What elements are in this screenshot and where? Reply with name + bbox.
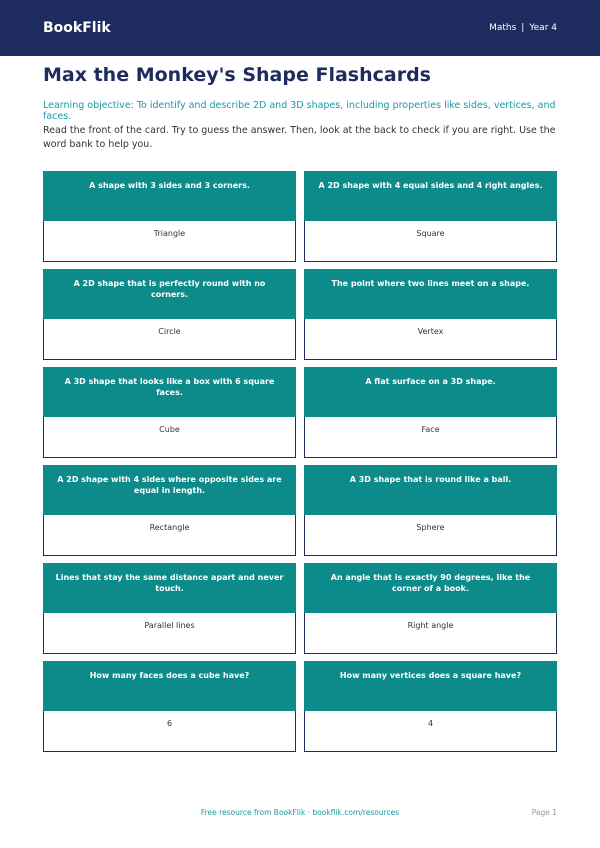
- card-front: A 2D shape with 4 equal sides and 4 right angles.: [304, 171, 557, 221]
- card-front: Lines that stay the same distance apart and never touch.: [43, 563, 296, 613]
- card-front: A shape with 3 sides and 3 corners.: [43, 171, 296, 221]
- card-back: Face: [304, 417, 557, 458]
- card-back: Rectangle: [43, 515, 296, 556]
- flashcard: [43, 465, 296, 556]
- card-front: A flat surface on a 3D shape.: [304, 367, 557, 417]
- card-front: A 2D shape that is perfectly round with no corners.: [43, 269, 296, 319]
- flashcard-grid: [43, 171, 557, 752]
- page-title: Max the Monkey's Shape Flashcards: [43, 64, 431, 86]
- flashcard: [304, 661, 557, 752]
- card-front: An angle that is exactly 90 degrees, like the corner of a book.: [304, 563, 557, 613]
- page-number: Page 1: [531, 808, 557, 817]
- flashcard: [304, 563, 557, 654]
- flashcard: [304, 269, 557, 360]
- card-back: Sphere: [304, 515, 557, 556]
- card-front: A 2D shape with 4 sides where opposite sides are equal in length.: [43, 465, 296, 515]
- flashcard: [304, 465, 557, 556]
- card-back: Square: [304, 221, 557, 262]
- header-meta: [489, 23, 557, 33]
- card-back: Parallel lines: [43, 613, 296, 654]
- footer-resource-link[interactable]: Free resource from BookFlik · bookflik.com/resources: [200, 808, 400, 817]
- subject-label: Maths: [489, 23, 517, 33]
- page-header: [0, 0, 600, 56]
- card-back: 4: [304, 711, 557, 752]
- flashcard: [43, 171, 296, 262]
- instructions: Read the front of the card. Try to guess the answer. Then, look at the back to check if you are right. Use the word bank to help you.: [43, 125, 556, 150]
- card-front: How many vertices does a square have?: [304, 661, 557, 711]
- flashcard: [304, 367, 557, 458]
- level-label: Year 4: [529, 23, 557, 33]
- card-front: A 3D shape that looks like a box with 6 square faces.: [43, 367, 296, 417]
- flashcard: [43, 367, 296, 458]
- flashcard: [304, 171, 557, 262]
- card-back: Cube: [43, 417, 296, 458]
- card-front: The point where two lines meet on a shape.: [304, 269, 557, 319]
- meta-separator: |: [521, 23, 525, 33]
- learning-objective: Learning objective: To identify and describe 2D and 3D shapes, including properties like sides, vertices, and faces.: [43, 100, 556, 122]
- card-back: 6: [43, 711, 296, 752]
- flashcard: [43, 563, 296, 654]
- flashcard: [43, 269, 296, 360]
- card-back: Circle: [43, 319, 296, 360]
- card-back: Vertex: [304, 319, 557, 360]
- card-back: Triangle: [43, 221, 296, 262]
- card-front: How many faces does a cube have?: [43, 661, 296, 711]
- brand-logo[interactable]: BookFlik: [43, 20, 111, 36]
- flashcard: [43, 661, 296, 752]
- card-back: Right angle: [304, 613, 557, 654]
- card-front: A 3D shape that is round like a ball.: [304, 465, 557, 515]
